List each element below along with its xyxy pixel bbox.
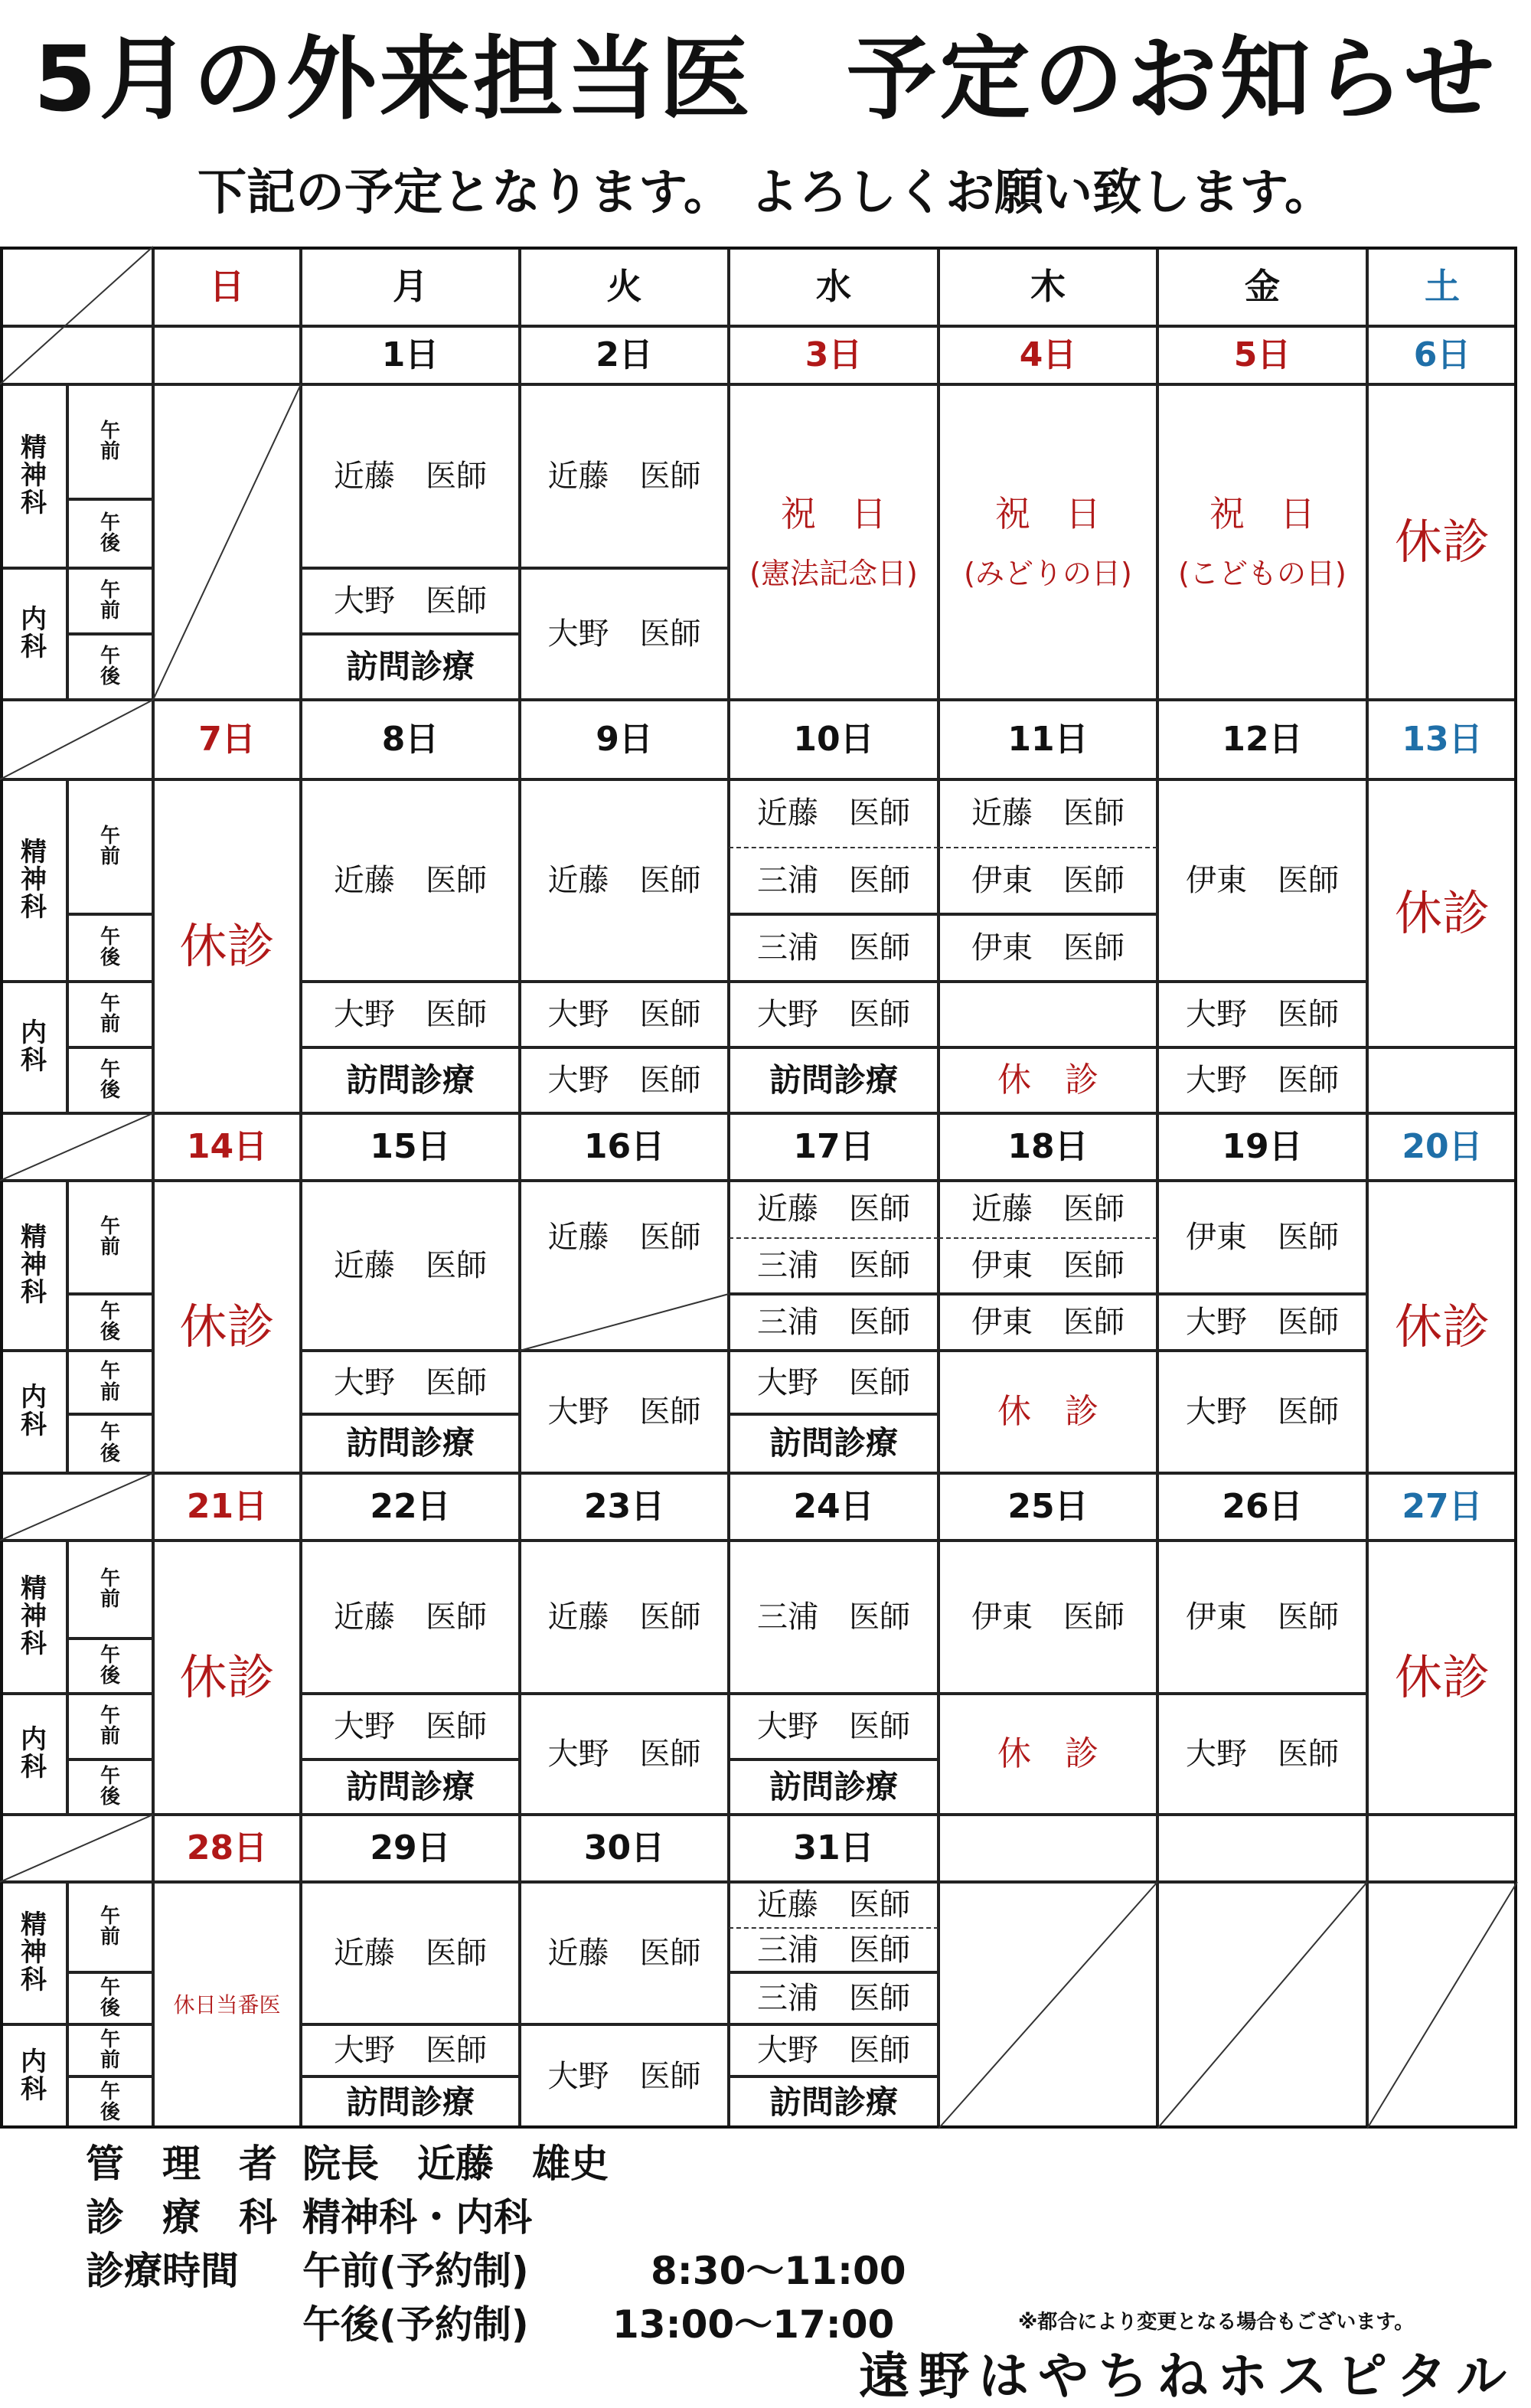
home-visit-cell: 訪問診療 [729, 1759, 939, 1815]
date-cell-mon: 22日 [301, 1473, 520, 1541]
doctor-cell: 大野 医師 [301, 1694, 520, 1759]
home-visit-cell: 訪問診療 [301, 2076, 520, 2129]
corner-cell [0, 1113, 153, 1181]
weekday-header-fri: 金 [1157, 247, 1367, 326]
pm-hours: 13:00～17:00 [612, 2302, 895, 2347]
time-label-am: 午 前 [67, 1541, 153, 1639]
hospital-name: 遠野はやちねホスピタル [859, 2347, 1516, 2406]
home-visit-cell: 訪問診療 [301, 1759, 520, 1815]
doctor-cell: 大野 医師 [1157, 1294, 1367, 1351]
empty-cell [1367, 1882, 1517, 2129]
holiday-label: 祝 日 [995, 492, 1101, 534]
dept-label-internal: 内 科 [0, 1351, 67, 1473]
time-label-pm: 午 後 [67, 1414, 153, 1473]
closed-cell: 休診 [1367, 384, 1517, 700]
doctor-cell: 近藤 医師 [301, 1541, 520, 1694]
date-cell-thu: 4日 [939, 326, 1157, 384]
doctor-cell: 近藤 医師 [520, 1882, 729, 2024]
manager-label: 管 理 者 [86, 2142, 277, 2186]
doctor-cell: 三浦 医師 [729, 1541, 939, 1694]
time-label-pm: 午 後 [67, 2076, 153, 2129]
doctor-cell: 大野 医師 [1157, 1047, 1367, 1113]
dashed-divider [939, 1237, 1157, 1239]
doctor-cell: 近藤 医師 [971, 1191, 1125, 1227]
date-cell-sun: 21日 [153, 1473, 301, 1541]
home-visit-cell: 訪問診療 [301, 634, 520, 700]
doctor-cell: 大野 医師 [520, 1351, 729, 1473]
holiday-cell [729, 384, 939, 700]
holiday-name: (みどりの日) [964, 556, 1132, 590]
date-cell-fri [1157, 1815, 1367, 1882]
doctor-cell: 伊東 医師 [939, 914, 1157, 982]
date-cell-wed: 31日 [729, 1815, 939, 1882]
closed-cell: 休診 [153, 1181, 301, 1473]
doctor-cell: 大野 医師 [729, 1351, 939, 1414]
date-cell-sun: 28日 [153, 1815, 301, 1882]
doctor-cell: 近藤 医師 [757, 1191, 910, 1227]
date-cell-tue: 23日 [520, 1473, 729, 1541]
doctor-cell: 伊東 医師 [1157, 779, 1367, 982]
time-label-am: 午 前 [67, 568, 153, 634]
dashed-divider [729, 1927, 939, 1929]
date-cell-wed: 10日 [729, 700, 939, 779]
time-label-am: 午 前 [67, 1694, 153, 1759]
date-cell-sat: 6日 [1367, 326, 1517, 384]
dept-label-internal: 内 科 [0, 982, 67, 1113]
doctor-cell: 近藤 医師 [520, 779, 729, 982]
pm-label: 午後(予約制) [302, 2302, 529, 2347]
date-cell-fri: 5日 [1157, 326, 1367, 384]
am-hours: 8:30～11:00 [651, 2249, 906, 2293]
doctor-cell: 近藤 医師 [301, 384, 520, 568]
dept-label-psychiatry: 精 神 科 [0, 1882, 67, 2024]
date-cell-mon: 29日 [301, 1815, 520, 1882]
doctor-cell: 伊東 医師 [971, 863, 1125, 898]
date-cell-fri: 19日 [1157, 1113, 1367, 1181]
doctor-cell: 三浦 医師 [729, 914, 939, 982]
holiday-cell [1157, 384, 1367, 700]
doctor-cell: 大野 医師 [729, 2024, 939, 2076]
dept-label-psychiatry: 精 神 科 [0, 779, 67, 982]
doctor-cell: 大野 医師 [520, 1694, 729, 1815]
date-cell-tue: 9日 [520, 700, 729, 779]
home-visit-cell: 訪問診療 [301, 1414, 520, 1473]
date-cell-fri: 12日 [1157, 700, 1367, 779]
closed-cell: 休 診 [939, 1351, 1157, 1473]
home-visit-cell: 訪問診療 [729, 1414, 939, 1473]
date-cell-sun: 7日 [153, 700, 301, 779]
doctor-cell: 近藤 医師 [301, 1181, 520, 1351]
holiday-label: 祝 日 [781, 492, 886, 534]
doctor-cell: 三浦 医師 [757, 1932, 910, 1968]
doctor-cell: 大野 医師 [301, 1351, 520, 1414]
time-label-pm: 午 後 [67, 1972, 153, 2024]
doctor-cell: 近藤 医師 [520, 384, 729, 568]
dept-label-internal: 内 科 [0, 568, 67, 700]
date-cell-sat: 13日 [1367, 700, 1517, 779]
doctor-cell: 三浦 医師 [729, 1294, 939, 1351]
date-cell-tue: 2日 [520, 326, 729, 384]
doctor-cell: 近藤 医師 [757, 1887, 910, 1923]
doctor-cell: 大野 医師 [301, 2024, 520, 2076]
date-cell-wed: 3日 [729, 326, 939, 384]
holiday-cell [939, 384, 1157, 700]
holiday-name: (憲法記念日) [749, 556, 918, 590]
date-cell-tue: 30日 [520, 1815, 729, 1882]
date-cell-sun: 14日 [153, 1113, 301, 1181]
date-cell-thu [939, 1815, 1157, 1882]
doctor-cell: 伊東 医師 [1157, 1181, 1367, 1294]
empty-cell [1367, 1047, 1517, 1113]
weekday-header-sun: 日 [153, 247, 301, 326]
doctor-cell: 近藤 医師 [301, 1882, 520, 2024]
date-cell-mon: 15日 [301, 1113, 520, 1181]
time-label-am: 午 前 [67, 1181, 153, 1294]
department-value: 精神科・内科 [302, 2195, 532, 2240]
empty-cell [939, 982, 1157, 1047]
doctor-cell: 大野 医師 [1157, 982, 1367, 1047]
date-cell-wed: 24日 [729, 1473, 939, 1541]
corner-cell [0, 1815, 153, 1882]
dept-label-internal: 内 科 [0, 1694, 67, 1815]
date-cell-thu: 18日 [939, 1113, 1157, 1181]
date-cell-mon: 1日 [301, 326, 520, 384]
corner-cell [0, 700, 153, 779]
date-cell-sun [153, 326, 301, 384]
doctor-cell: 伊東 医師 [939, 1294, 1157, 1351]
doctor-cell: 伊東 医師 [971, 1248, 1125, 1283]
corner-cell [0, 247, 153, 326]
doctor-cell: 三浦 医師 [729, 1972, 939, 2024]
weekday-header-sat: 土 [1367, 247, 1517, 326]
dept-label-psychiatry: 精 神 科 [0, 1181, 67, 1351]
doctor-cell: 大野 医師 [520, 1047, 729, 1113]
holiday-label: 祝 日 [1209, 492, 1315, 534]
date-cell-tue: 16日 [520, 1113, 729, 1181]
time-label-pm: 午 後 [67, 499, 153, 568]
dashed-divider [729, 847, 939, 848]
closed-cell: 休 診 [939, 1694, 1157, 1815]
doctor-cell: 大野 医師 [1157, 1694, 1367, 1815]
empty-cell [1157, 1882, 1367, 2129]
department-label: 診 療 科 [86, 2195, 277, 2240]
closed-cell: 休 診 [939, 1047, 1157, 1113]
holiday-name: (こどもの日) [1178, 556, 1347, 590]
change-note: ※都合により変更となる場合もございます。 [1018, 2311, 1415, 2334]
am-label: 午前(予約制) [302, 2249, 529, 2293]
page-subtitle: 下記の予定となります。 よろしくお願い致します。 [197, 165, 1334, 221]
time-label-pm: 午 後 [67, 1047, 153, 1113]
weekday-header-wed: 水 [729, 247, 939, 326]
corner-cell [0, 1473, 153, 1541]
holiday-duty-cell: 休日当番医 [153, 1882, 301, 2129]
dashed-divider [729, 1237, 939, 1239]
date-cell-fri: 26日 [1157, 1473, 1367, 1541]
home-visit-cell: 訪問診療 [729, 1047, 939, 1113]
time-label-pm: 午 後 [67, 1639, 153, 1694]
doctor-cell: 大野 医師 [520, 568, 729, 700]
home-visit-cell: 訪問診療 [301, 1047, 520, 1113]
doctor-cell: 大野 医師 [520, 982, 729, 1047]
dept-label-internal: 内 科 [0, 2024, 67, 2129]
doctor-cell: 伊東 医師 [1157, 1541, 1367, 1694]
doctor-cell: 大野 医師 [301, 982, 520, 1047]
date-cell-thu: 11日 [939, 700, 1157, 779]
time-label-pm: 午 後 [67, 914, 153, 982]
hours-label: 診療時間 [86, 2249, 239, 2293]
closed-cell: 休診 [1367, 1181, 1517, 1473]
date-cell-thu: 25日 [939, 1473, 1157, 1541]
manager-value: 院長 近藤 雄史 [302, 2142, 609, 2186]
doctor-cell: 三浦 医師 [757, 1248, 910, 1283]
time-label-am: 午 前 [67, 779, 153, 914]
dept-label-psychiatry: 精 神 科 [0, 384, 67, 568]
closed-cell: 休診 [153, 1541, 301, 1815]
home-visit-cell: 訪問診療 [729, 2076, 939, 2129]
dashed-divider [939, 847, 1157, 848]
doctor-cell: 大野 医師 [729, 982, 939, 1047]
time-label-am: 午 前 [67, 1882, 153, 1972]
date-cell-sat [1367, 1815, 1517, 1882]
page-title: 5月の外来担当医 予定のお知らせ [33, 26, 1498, 132]
time-label-am: 午 前 [67, 982, 153, 1047]
corner-cell [0, 326, 153, 384]
closed-cell: 休診 [1367, 779, 1517, 1047]
doctor-cell: 近藤 医師 [757, 796, 910, 831]
closed-cell: 休診 [153, 779, 301, 1113]
doctor-cell: 近藤 医師 [520, 1541, 729, 1694]
doctor-cell: 三浦 医師 [757, 863, 910, 898]
time-label-am: 午 前 [67, 384, 153, 499]
time-label-am: 午 前 [67, 2024, 153, 2076]
doctor-cell: 大野 医師 [520, 2024, 729, 2129]
doctor-cell: 伊東 医師 [939, 1541, 1157, 1694]
date-cell-sat: 20日 [1367, 1113, 1517, 1181]
time-label-am: 午 前 [67, 1351, 153, 1414]
date-cell-wed: 17日 [729, 1113, 939, 1181]
date-cell-mon: 8日 [301, 700, 520, 779]
doctor-cell: 近藤 医師 [301, 779, 520, 982]
date-cell-sat: 27日 [1367, 1473, 1517, 1541]
weekday-header-tue: 火 [520, 247, 729, 326]
weekday-header-thu: 木 [939, 247, 1157, 326]
doctor-cell: 近藤 医師 [547, 1220, 701, 1255]
time-label-pm: 午 後 [67, 1759, 153, 1815]
time-label-pm: 午 後 [67, 634, 153, 700]
empty-cell-sun [153, 384, 301, 700]
closed-cell: 休診 [1367, 1541, 1517, 1815]
doctor-cell: 大野 医師 [1157, 1351, 1367, 1473]
time-label-pm: 午 後 [67, 1294, 153, 1351]
doctor-cell: 大野 医師 [301, 568, 520, 634]
dept-label-psychiatry: 精 神 科 [0, 1541, 67, 1694]
doctor-cell: 近藤 医師 [971, 796, 1125, 831]
empty-cell [939, 1882, 1157, 2129]
doctor-cell: 大野 医師 [729, 1694, 939, 1759]
schedule-table [0, 247, 1517, 2129]
weekday-header-mon: 月 [301, 247, 520, 326]
